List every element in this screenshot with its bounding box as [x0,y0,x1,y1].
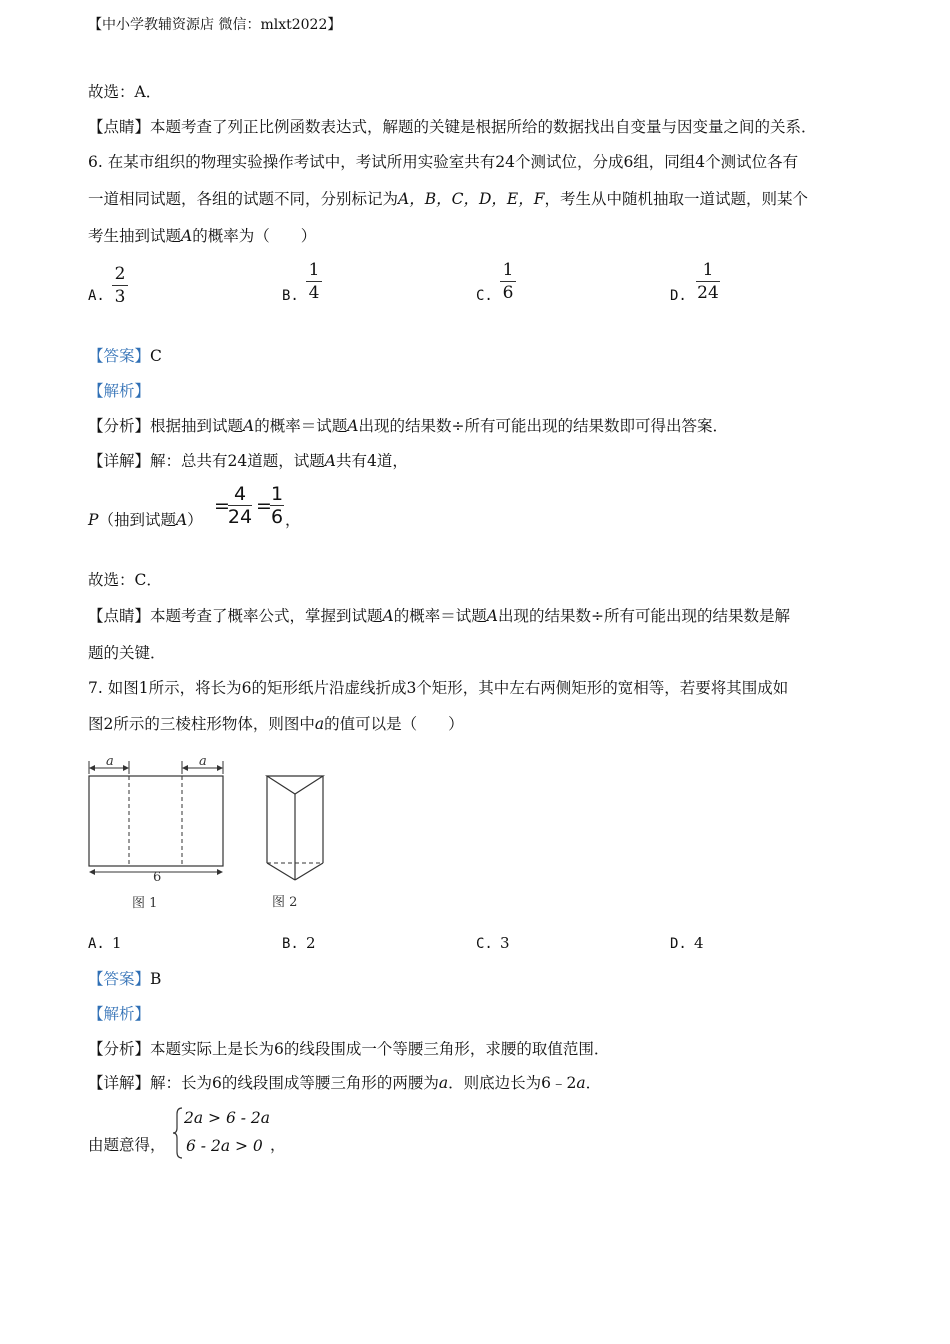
system-comma: ， [270,1136,286,1154]
q6-fenxi [88,416,728,436]
option-value: 4 [694,934,704,952]
q6-text: 一道相同试题，各组的试题不同，分别标记为 [88,190,399,208]
dianjing-tag: 【点睛】 [88,118,151,136]
option-value: 3 [500,934,510,952]
dianjing-tag: 【点睛】 [88,607,151,625]
option-value: 1 [112,934,122,952]
var: A [175,511,188,529]
option-fraction [500,260,516,303]
option-letter: C. [476,936,493,952]
var: A [324,452,336,470]
fraction-bar [306,281,322,282]
fraction-bar [500,281,516,282]
text: 的概率＝试题 [393,607,487,625]
text: 本题考查了概率公式，掌握到试题 [150,607,383,625]
numerator: 1 [502,260,514,280]
left-brace [172,1106,184,1160]
text: （抽到试题 [98,511,176,529]
text: 共有4道， [335,452,408,470]
label-a-left: a [106,754,114,769]
figure-1-rectangle [84,750,244,915]
option-fraction [696,260,720,303]
dianjing-text: 本题考查了列正比例函数表达式，解题的关键是根据所给的数据找出自变量与因变量之间的关系． [150,118,817,136]
fraction-bar [696,281,720,282]
denominator: 4 [308,283,320,303]
var: a [576,1074,586,1092]
fraction-1-6 [270,484,284,527]
text: 根据抽到试题 [150,417,244,435]
q6-stem-line-2 [88,189,808,209]
numerator: 1 [702,260,714,280]
label-six: 6 [153,870,162,885]
system-lead: 由题意得， [88,1136,166,1154]
option-letter: A. [88,288,105,304]
denominator: 6 [270,506,284,528]
option-letter: B. [282,288,299,304]
q5-dianjing [88,117,817,137]
page-header: 【中小学教辅资源店 微信：mlxt2022】 [88,17,342,33]
var: A [486,607,498,625]
numerator: 1 [270,483,284,505]
q7-jiexi-tag: 【解析】 [88,1005,151,1023]
numerator: 1 [308,260,320,280]
text: 图2所示的三棱柱形物体，则图中 [88,715,315,733]
denominator: 6 [502,283,514,303]
xiangjie-tag: 【详解】 [88,452,151,470]
q6-xiangjie [88,451,408,471]
text: 解：总共有24道题，试题 [150,452,325,470]
numerator: 4 [233,483,247,505]
option-letter: C. [476,288,493,304]
caption-figure-1: 图 1 [132,896,158,911]
numerator: 2 [114,264,126,284]
q7-stem-line-1: 7. 如图1所示，将长为6的矩形纸片沿虚线折成3个矩形，其中左右两侧矩形的宽相等，若要将其围成如 [88,679,789,697]
q6-dianjing-line-2: 题的关键． [88,644,166,662]
q6-stem-line-1: 6. 在某市组织的物理实验操作考试中，考试所用实验室共有24个测试位，分成6组，同组4个测试位各有 [88,153,799,171]
text: 出现的结果数÷所有可能出现的结果数即可得出答案． [358,417,728,435]
comma: ， [285,511,301,529]
var: a [314,715,325,733]
var: A [243,417,255,435]
var: a [438,1074,449,1092]
answer-value: C [150,347,162,365]
q6-letters: A，B，C，D，E，F [398,190,545,208]
paper-rectangle [89,776,223,866]
label-a-right: a [199,754,207,769]
fenxi-tag: 【分析】 [88,417,151,435]
q6-dianjing [88,606,790,626]
answer-tag: 【答案】 [88,970,151,988]
fraction-bar [112,285,128,286]
equals-sign: = [256,495,272,517]
q6-text: 考生抽到试题 [88,227,182,245]
option-letter: D. [670,288,687,304]
q6-conclusion: 故选：C． [88,571,162,589]
figure-2-prism [262,768,332,913]
answer-tag: 【答案】 [88,347,151,365]
q7-xiangjie [88,1073,601,1093]
inequality-2: 6 - 2a > 0 [186,1137,263,1155]
xiangjie-tag: 【详解】 [88,1074,151,1092]
option-value: 2 [306,934,316,952]
inequality-1: 2a > 6 - 2a [184,1109,270,1127]
denominator: 24 [697,283,719,303]
text: ． [585,1074,602,1092]
var-p: P [88,511,99,529]
answer-value: B [150,970,162,988]
denominator: 24 [227,506,253,528]
q7-answer [88,969,161,989]
equals-sign: = [214,495,230,517]
text: 的概率＝试题 [254,417,348,435]
caption-figure-2: 图 2 [272,895,298,910]
q5-conclusion: 故选：A． [88,83,162,101]
option-letter: A. [88,936,105,952]
text: 本题实际上是长为6的线段围成一个等腰三角形，求腰的取值范围． [150,1040,610,1058]
var: A [382,607,394,625]
formula-lhs [88,510,203,530]
fraction-4-24 [228,484,252,527]
text: 出现的结果数÷所有可能出现的结果数是解 [497,607,790,625]
q7-fenxi [88,1039,609,1059]
q6-stem-line-3 [88,226,316,246]
text: ．则底边长为6﹣2 [448,1074,577,1092]
q7-stem-line-2 [88,714,464,734]
text: ） [187,511,203,529]
q6-jiexi-tag: 【解析】 [88,382,151,400]
text: 的值可以是（ ） [324,715,464,733]
q6-text: ，考生从中随机抽取一道试题，则某个 [544,190,808,208]
option-letter: B. [282,936,299,952]
fenxi-tag: 【分析】 [88,1040,151,1058]
option-fraction [306,260,322,303]
var: A [347,417,359,435]
denominator: 3 [114,287,126,307]
q6-var: A [181,227,193,245]
option-fraction [112,264,128,307]
q6-answer [88,346,162,366]
q6-text: 的概率为（ ） [192,227,317,245]
text: 解：长为6的线段围成等腰三角形的两腰为 [150,1074,439,1092]
option-letter: D. [670,936,687,952]
